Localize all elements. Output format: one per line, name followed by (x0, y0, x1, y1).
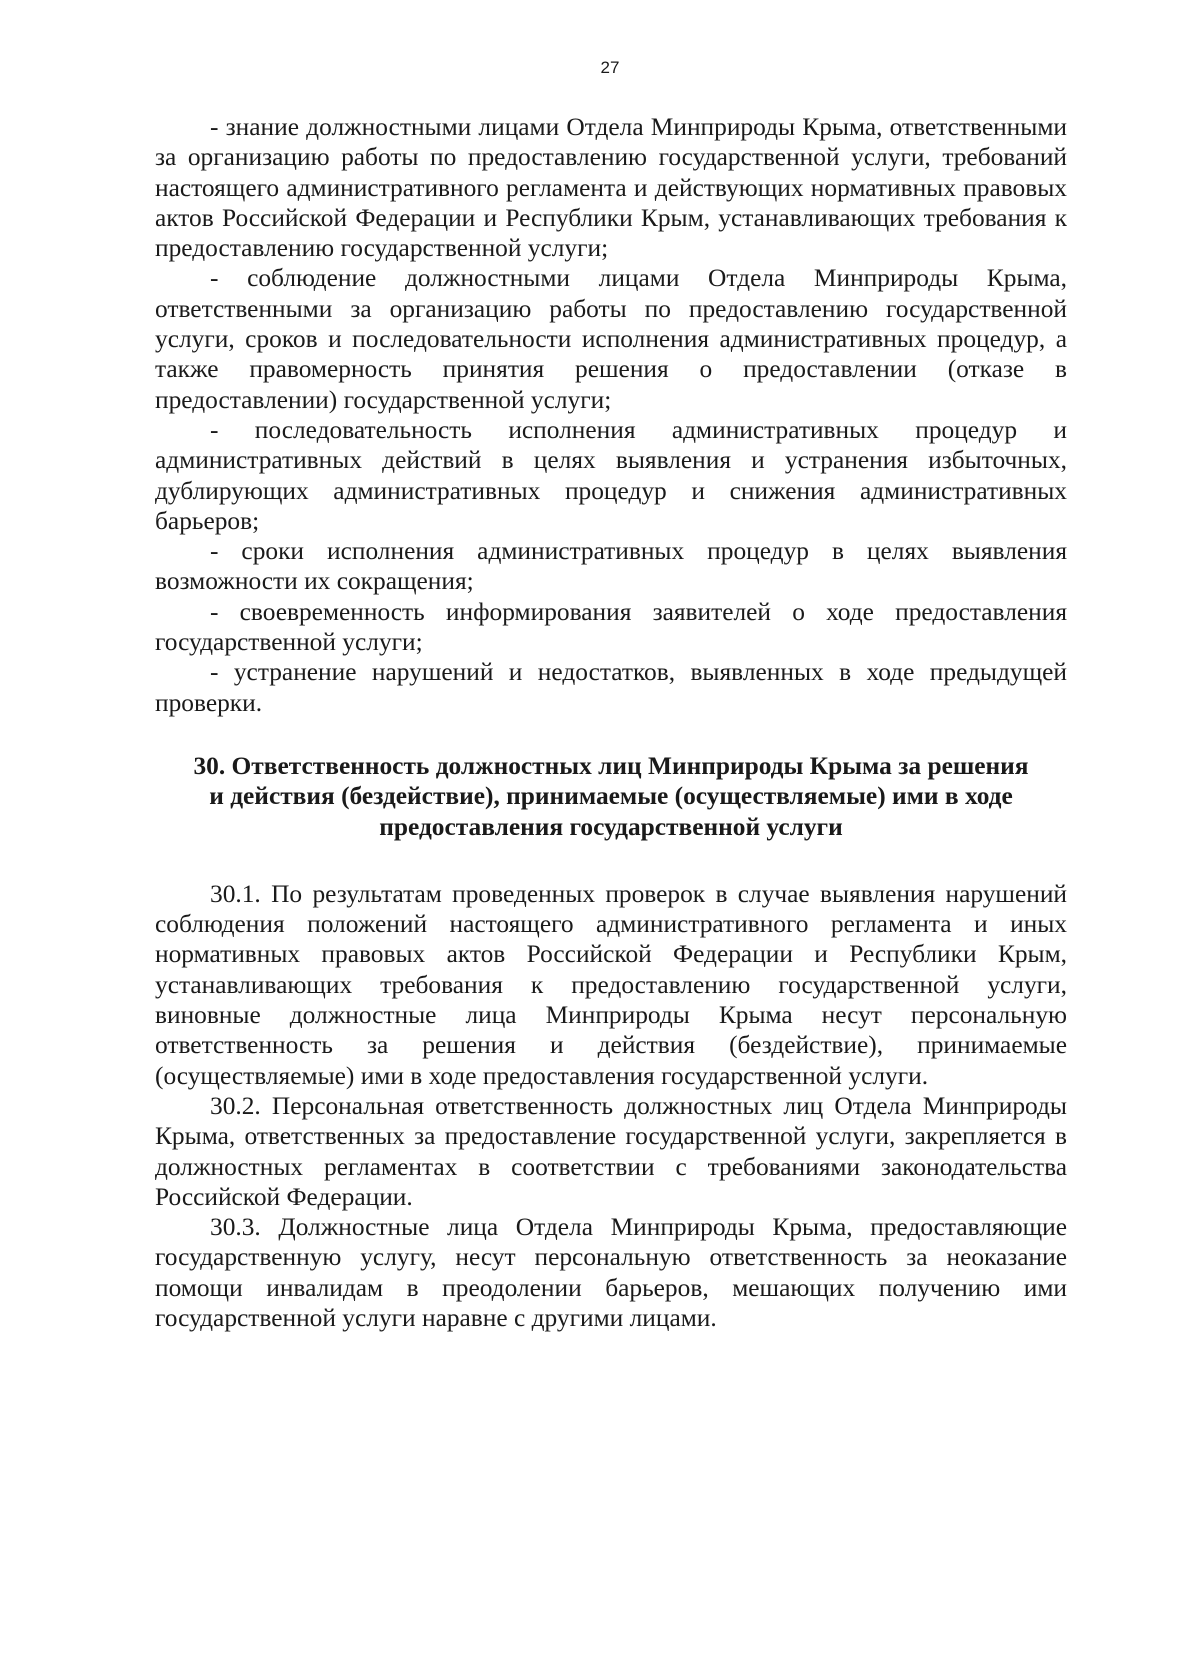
list-item: - последовательность исполнения административных процедур и административных действий в целях выявления и устранения избыточных, дублирующих административных процедур и снижения административных барьеров; (155, 415, 1067, 535)
section-heading-line: предоставления государственной услуги (379, 812, 843, 841)
list-item: - сроки исполнения административных процедур в целях выявления возможности их сокращения; (155, 537, 1067, 596)
clause-paragraph: 30.2. Персональная ответственность должностных лиц Отдела Минприроды Крыма, ответственных за предоставление государственной услуги, закрепляется в должностных регламентах в соответствии с требованиями законодательства Российской Федерации. (155, 1091, 1067, 1211)
list-item: - соблюдение должностными лицами Отдела Минприроды Крыма, ответственными за организацию работы по предоставлению государственной услуги, сроков и последовательности исполнения административных процедур, а также правомерность принятия решения о предоставлении (отказе в предоставлении) государственной услуги; (155, 264, 1067, 414)
section-heading (155, 751, 1067, 842)
list-item: - знание должностными лицами Отдела Минприроды Крыма, ответственными за организацию работы по предоставлению государственной услуги, требований настоящего административного регламента и действующих нормативных правовых актов Российской Федерации и Республики Крым, устанавливающих требования к предоставлению государственной услуги; (155, 113, 1067, 263)
clause-paragraph: 30.1. По результатам проведенных проверок в случае выявления нарушений соблюдения положений настоящего административного регламента и иных нормативных правовых актов Российской Федерации и Республики Крым, устанавливающих требования к предоставлению государственной услуги, виновные должностные лица Минприроды Крыма несут персональную ответственность за решения и действия (бездействие), принимаемые (осуществляемые) ими в ходе предоставления государственной услуги. (155, 879, 1067, 1090)
document-body (155, 112, 1067, 1333)
clause-paragraph: 30.3. Должностные лица Отдела Минприроды Крыма, предоставляющие государственную услугу, несут персональную ответственность за неоказание помощи инвалидам в преодолении барьеров, мешающих получению ими государственной услуги наравне с другими лицами. (155, 1213, 1067, 1332)
section-heading-line: 30. Ответственность должностных лиц Минприроды Крыма за решения (193, 751, 1029, 780)
page-number: 27 (600, 58, 620, 77)
list-item: - своевременность информирования заявителей о ходе предоставления государственной услуги; (155, 597, 1067, 657)
list-item: - устранение нарушений и недостатков, выявленных в ходе предыдущей проверки. (155, 658, 1067, 717)
section-heading-line: и действия (бездействие), принимаемые (осуществляемые) ими в ходе (209, 782, 1013, 811)
